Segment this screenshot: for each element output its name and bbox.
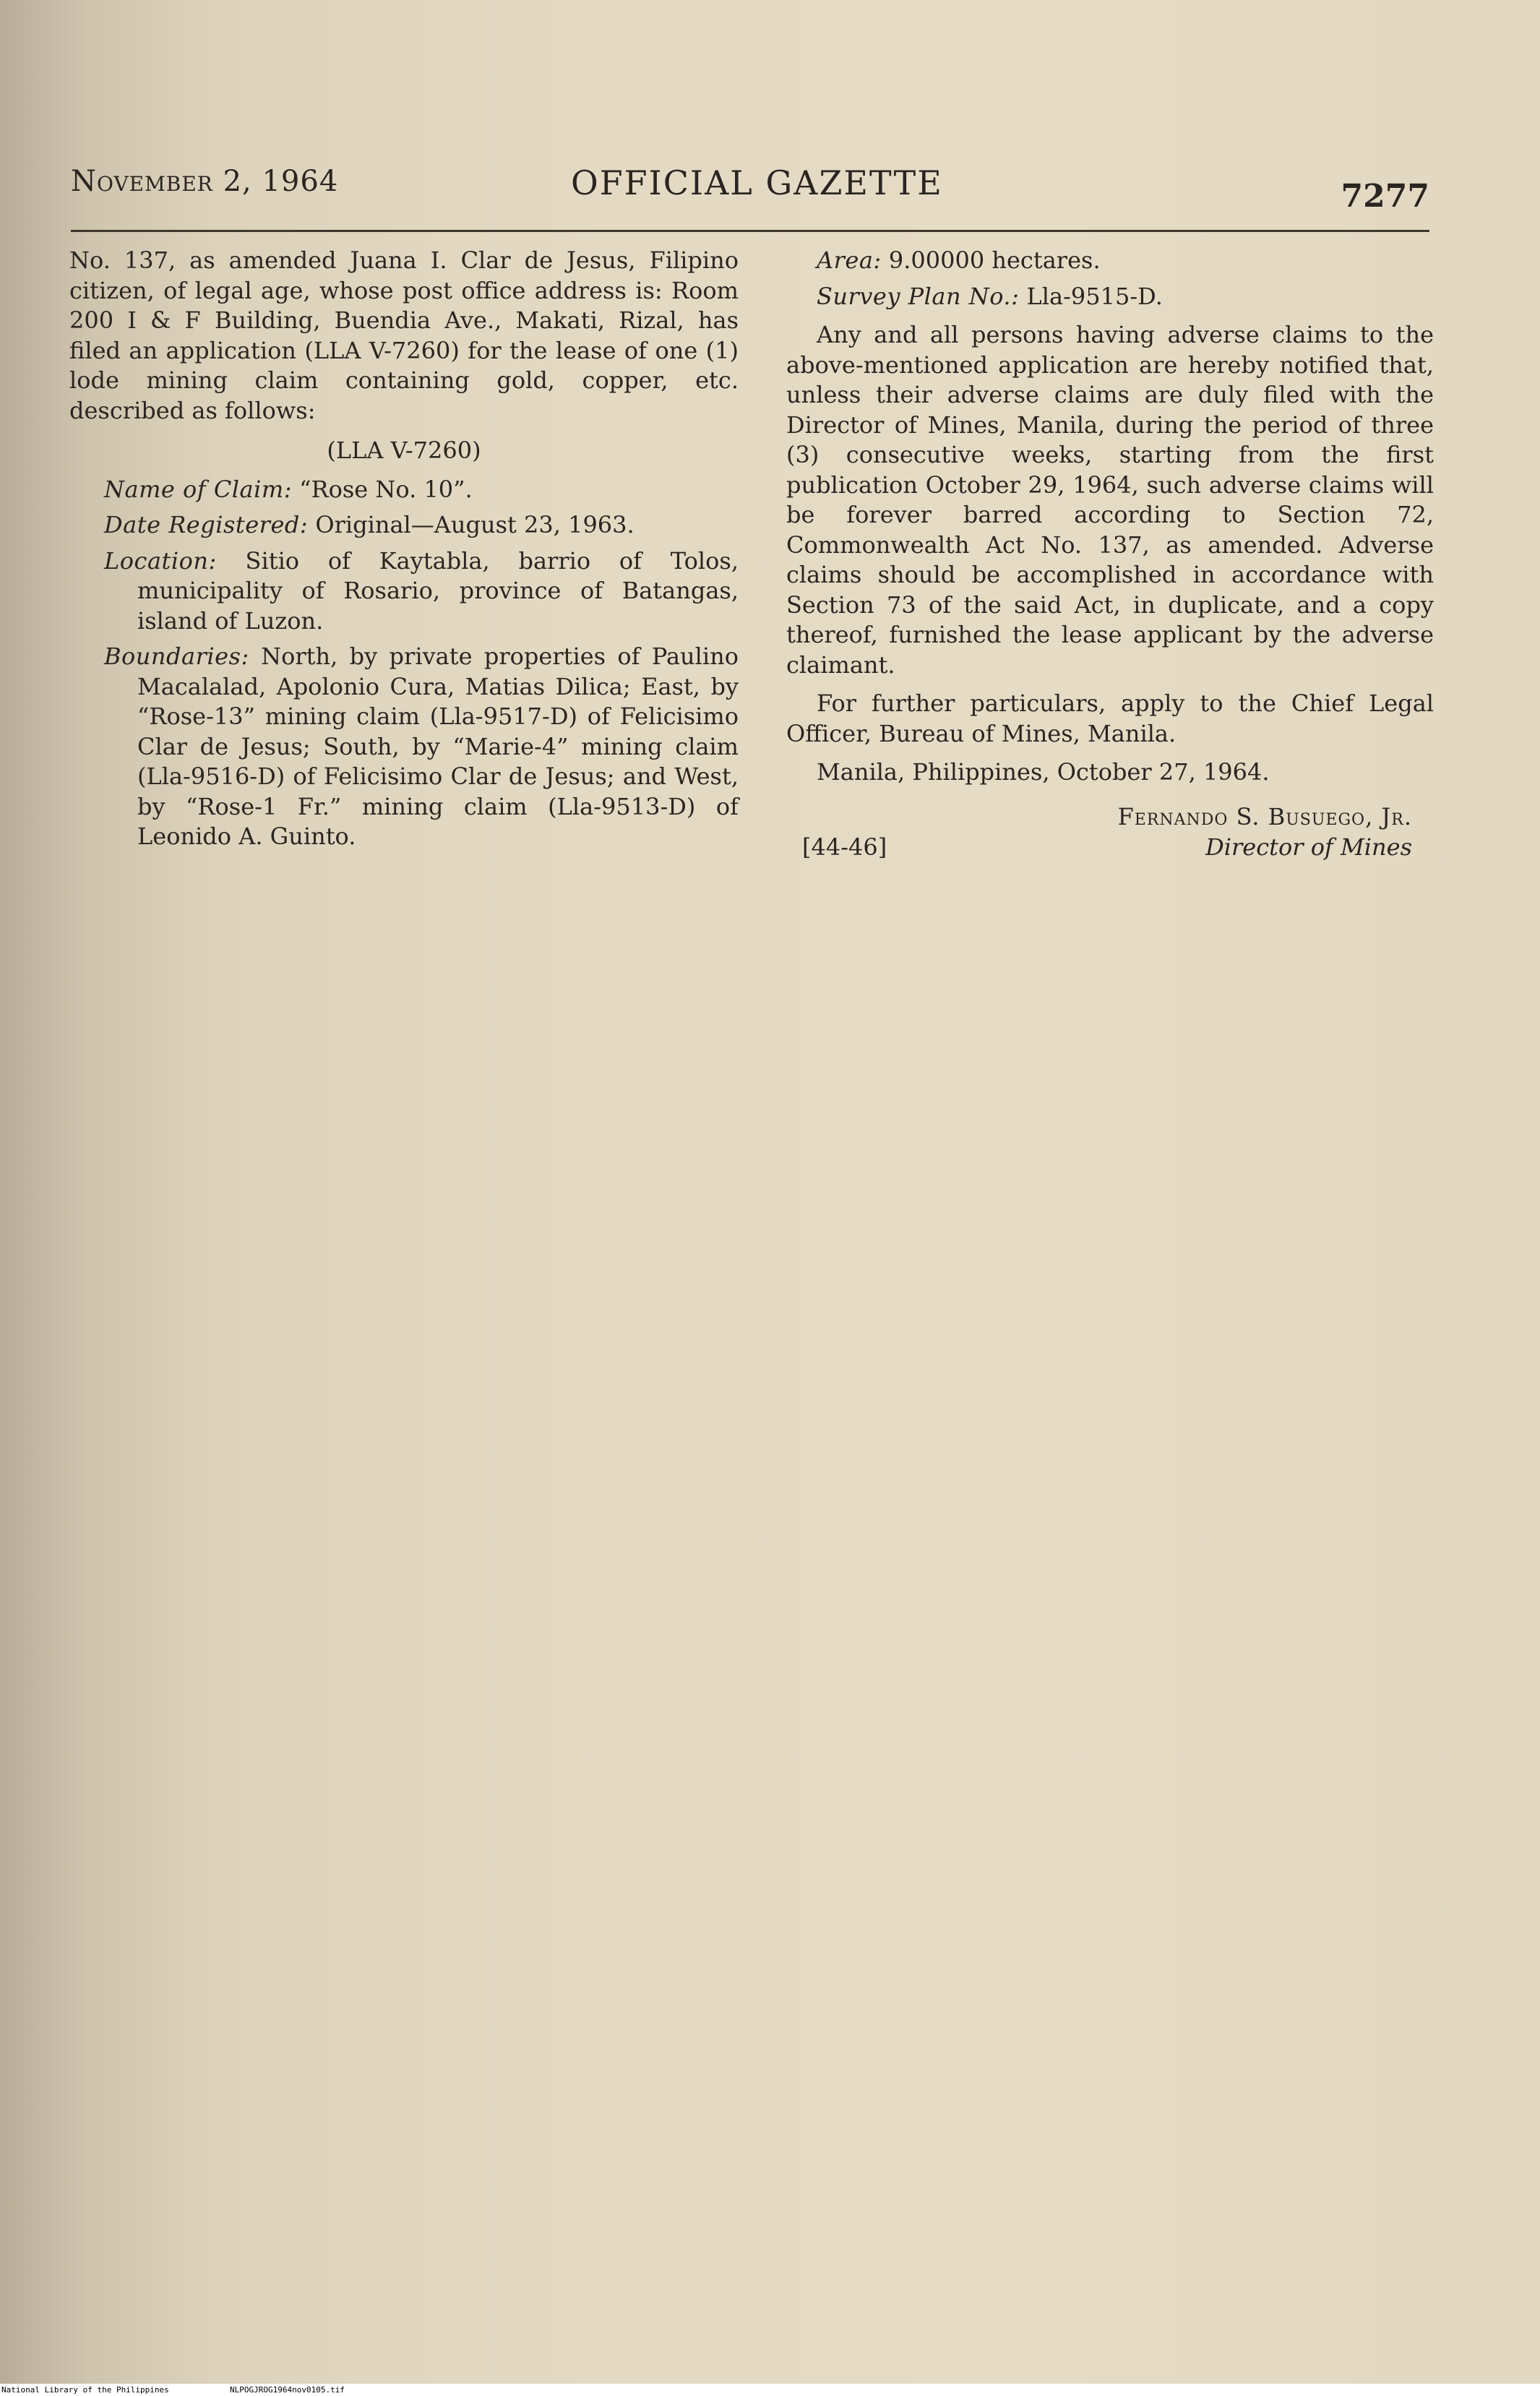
location-label: Location: — [104, 546, 217, 575]
page-number: 7277 — [1341, 178, 1429, 215]
issue-date: November 2, 1964 — [71, 165, 339, 198]
survey-plan — [786, 282, 1434, 312]
survey-plan-label: Survey Plan No.: — [817, 282, 1020, 310]
scan-footer — [0, 2384, 1540, 2396]
signatory-name: Fernando S. Busuego, Jr. — [1117, 802, 1412, 830]
publication-title: OFFICIAL GAZETTE — [571, 163, 943, 202]
right-column — [786, 246, 1434, 875]
claim-name-label: Name of Claim: — [104, 475, 292, 503]
application-number: (LLA V-7260) — [327, 437, 481, 464]
page-header — [71, 160, 1429, 215]
location-value: Sitio of Kaytabla, barrio of Tolos, municipality of Rosario, province of Batangas, island of Luzon. — [137, 546, 739, 635]
place-and-date: Manila, Philippines, October 27, 1964. — [817, 758, 1270, 786]
claim-boundaries — [69, 642, 739, 852]
boundaries-label: Boundaries: — [104, 643, 249, 670]
date-registered-value: Original—August 23, 1963. — [315, 511, 635, 538]
area-value: 9.00000 hectares. — [888, 246, 1101, 274]
date-registered-label: Date Registered: — [104, 511, 309, 538]
claim-location — [69, 546, 739, 637]
claim-area — [786, 246, 1434, 276]
boundaries-value: North, by private properties of Paulino Macalalad, Apolonio Cura, Matias Dilica; East, by “Rose-13” mining claim (Lla-9517-D) of Felicisimo Clar de Jesus; South, by “Marie-4” mining claim (Lla-9516-D) of Felicisimo Clar de Jesus; and West, by “Rose-1 Fr.” mining claim (Lla-9513-D) of Leonido A. Guinto. — [137, 643, 739, 850]
area-label: Area: — [817, 246, 882, 274]
survey-plan-value: Lla-9515-D. — [1026, 282, 1163, 310]
claim-name — [69, 475, 739, 505]
scan-filename: NLPOGJROG1964nov0105.tif — [230, 2385, 345, 2395]
library-name: National Library of the Philippines — [1, 2385, 169, 2395]
publication-code: [44-46] — [802, 833, 887, 861]
signatory-title: Director of Mines — [1205, 833, 1412, 861]
claim-name-value: “Rose No. 10”. — [299, 475, 473, 503]
intro-paragraph: No. 137, as amended Juana I. Clar de Jesus, Filipino citizen, of legal age, whose post office address is: Room 200 I & F Building, Buendia Ave., Makati, Rizal, has filed an application (LLA V-7260) for the lease of one (1) lode mining claim containing gold, copper, etc. described as follows: — [69, 246, 739, 424]
signature-block — [786, 802, 1434, 875]
left-column — [69, 246, 739, 858]
further-particulars: For further particulars, apply to the Chief Legal Officer, Bureau of Mines, Manila. — [786, 690, 1434, 747]
date-registered — [69, 510, 739, 541]
adverse-claims-notice: Any and all persons having adverse claims to the above-mentioned application are hereby notified that, unless their adverse claims are duly filed with the Director of Mines, Manila, during the period of three (3) consecutive weeks, starting from the first publication October 29, 1964, such adverse claims will be forever barred according to Section 72, Commonwealth Act No. 137, as amended. Adverse claims should be accomplished in accordance with Section 73 of the said Act, in duplicate, and a copy thereof, furnished the lease applicant by the adverse claimant. — [786, 321, 1434, 679]
header-rule — [71, 230, 1429, 232]
